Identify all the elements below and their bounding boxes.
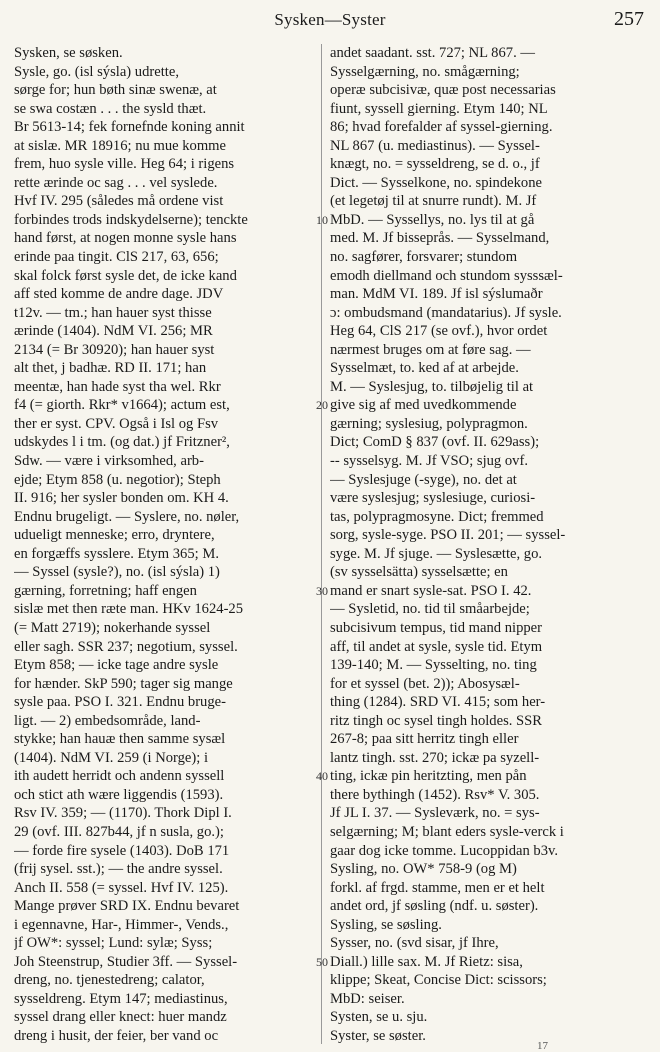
text-line: at sislæ. MR 18916; nu mue komme [14, 137, 227, 154]
text-line: være syslesjug; syslesiuge, curiosi- [330, 490, 536, 507]
text-line: erinde paa tingit. ClS 217, 63, 656; [14, 249, 219, 266]
text-line: skal folck først sysle det, de icke kand [14, 267, 237, 284]
line-number: 20 [316, 398, 328, 413]
text-line: nærmest bruges om at føre sag. — [330, 341, 531, 358]
text-line: (frij sysel. sst.); — the andre syssel. [14, 861, 223, 878]
text-line: ligt. — 2) embedsområde, land- [14, 712, 201, 729]
text-line: 267-8; paa sitt herritz tingh eller [330, 731, 519, 748]
text-line: gærning; syslesiug, polypragmon. [330, 415, 528, 432]
text-line: sorg, sysle-syge. PSO II. 201; — syssel- [330, 527, 566, 544]
text-line: Dict; ComD § 837 (ovf. II. 629ass); [330, 434, 540, 451]
text-line: Sysken, se søsken. [14, 45, 123, 61]
text-line: Sysselgærning, no. smågærning; [330, 63, 520, 80]
text-line: (1404). NdM VI. 259 (i Norge); i [14, 749, 209, 766]
text-line: Sysser, no. (svd sisar, jf Ihre, [330, 935, 499, 952]
text-line: med. M. Jf bisseprås. — Sysselmand, [330, 230, 550, 247]
text-line: ritz tingh oc sysel tingh holdes. SSR [330, 712, 543, 729]
text-line: thing (1284). SRD VI. 415; som her- [330, 694, 546, 711]
text-line: II. 916; her sysler bonden om. KH 4. [14, 490, 229, 507]
footer-signature: 17 [537, 1040, 548, 1052]
text-line: M. — Syslesjug, to. tilbøjelig til at [330, 378, 534, 395]
text-line: sysle paa. PSO I. 321. Endnu bruge- [14, 694, 226, 711]
text-line: forkl. af frgd. stamme, men er et helt [330, 879, 545, 896]
text-line: frem, huo sysle ville. Heg 64; i rigens [14, 156, 235, 173]
text-line: Hvf IV. 295 (således må ordene vist [14, 193, 224, 210]
text-line: f4 (= giorth. Rkr* v1664); actum est, [14, 397, 230, 414]
text-line: — Syslesjuge (-syge), no. det at [330, 471, 517, 488]
text-line: (et legetøj til at snurre rundt). M. Jf [330, 193, 537, 210]
text-line: — Sysletid, no. tid til småarbejde; [330, 601, 530, 618]
text-line: syssel drang eller knect: huer mandz [14, 1009, 227, 1026]
text-line: i egennavne, Har-, Himmer-, Vends., [14, 916, 229, 933]
text-line: selgærning; M; blant eders sysle-verck i [330, 823, 564, 840]
text-line: dreng i husit, der feier, ber vand oc [14, 1027, 219, 1044]
text-line: 29 (ovf. III. 827b44, jf n susla, go.); [14, 823, 224, 840]
text-line: lantz tingh. sst. 270; ickæ pa syzell- [330, 749, 540, 766]
text-line: man. MdM VI. 189. Jf isl sýslumaðr [330, 286, 543, 303]
text-line: andet ord, jf søsling (ndf. u. søster). [330, 898, 539, 915]
text-line: ting, ickæ pin heritzting, men pån [330, 768, 527, 785]
text-line: udskydes l i tm. (og dat.) jf Fritzner², [14, 434, 230, 451]
text-line: Syster, se søster. [330, 1027, 426, 1044]
text-line: Endnu brugeligt. — Syslere, no. nøler, [14, 508, 240, 525]
text-line: Anch II. 558 (= syssel. Hvf IV. 125). [14, 879, 229, 896]
line-number: 30 [316, 583, 328, 598]
text-line: NL 867 (u. mediastinus). — Syssel- [330, 137, 540, 154]
line-number: 40 [316, 769, 328, 784]
text-line: gaar dog icke tomme. Lucoppidan b3v. [330, 842, 559, 859]
text-line: en forgæffs sysslere. Etym 365; M. [14, 545, 219, 562]
text-line: for et syssel (bet. 2)); Abosysæl- [330, 675, 520, 692]
page-header [0, 6, 660, 32]
text-line: Sysle, go. (isl sýsla) udrette, [14, 63, 179, 80]
text-line: meentæ, han hade syst tha wel. Rkr [14, 378, 221, 395]
text-line: 2134 (= Br 30920); han hauer syst [14, 341, 215, 358]
text-line: Diall.) lille sax. M. Jf Rietz: sisa, [330, 953, 523, 970]
text-line: hand først, at nogen monne sysle hans [14, 230, 237, 247]
text-line: aff, til andet at sysle, syslе tid. Etym [330, 638, 543, 655]
text-line: sørge for; hun bøth sinæ swenæ, at [14, 82, 217, 99]
text-line: emodh diellmand och stundom sysssæl- [330, 267, 563, 284]
text-line: ɔ: ombudsmand (mandatarius). Jf sysle. [330, 304, 562, 321]
text-line: ærinde (1404). NdM VI. 256; MR [14, 323, 213, 340]
text-line: klippe; Skeat, Concise Dict: scissors; [330, 972, 547, 989]
text-line: Systen, se u. sju. [330, 1009, 428, 1026]
text-line: Etym 858; — icke tage andre sysle [14, 657, 219, 674]
text-line: — Syssel (sysle?), no. (isl sýsla) 1) [14, 564, 220, 581]
text-line: eller sagh. SSR 237; negotium, syssel. [14, 638, 238, 655]
text-line: give sig af med uvedkommende [330, 397, 517, 414]
text-line: jf OW*: syssel; Lund: sylæ; Syss; [14, 935, 213, 952]
text-line: Sdw. — være i virksomhed, arb- [14, 453, 204, 470]
text-line: (= Matt 2719); nokerhande syssel [14, 619, 211, 636]
text-line: Sysling, no. OW* 758-9 (og M) [330, 861, 517, 878]
left-column [14, 44, 314, 1046]
text-line: operæ subcisivæ, quæ post necessarias [330, 82, 556, 99]
text-line: fiunt, syssell gierning. Etym 140; NL [330, 100, 548, 117]
text-line: for hænder. SkP 590; tager sig mange [14, 675, 233, 692]
text-line: ejde; Etym 858 (u. negotior); Steph [14, 471, 221, 488]
text-line: Sysselmæt, to. ked af at arbejde. [330, 360, 519, 377]
text-line: no. sagfører, forsvarer; stundom [330, 249, 518, 266]
text-line: (sv sysselsätta) sysselsætte; en [330, 564, 508, 581]
text-line: MbD: seiser. [330, 990, 405, 1007]
text-line: 139-140; M. — Sysselting, no. ting [330, 657, 537, 674]
text-line: alt thet, j badhæ. RD II. 171; han [14, 360, 207, 377]
text-line: gærning, forretning; haff engen [14, 582, 197, 599]
text-line: Rsv IV. 359; — (1170). Thork Dipl I. [14, 805, 232, 822]
text-line: — forde fire sysele (1403). DoB 171 [14, 842, 230, 859]
running-title: Sysken—Syster [274, 10, 386, 29]
text-line: Br 5613-14; fek fornefnde koning annit [14, 119, 245, 136]
text-line: ther er syst. CPV. Også i Isl og Fsv [14, 415, 219, 432]
text-line: subcisivum tempus, tid mand nipper [330, 619, 542, 636]
text-line: udueligt menneske; erro, dryntere, [14, 527, 215, 544]
text-line: andet saadant. sst. 727; NL 867. — [330, 45, 535, 61]
text-line: och stict ath wære liggendis (1593). [14, 786, 224, 803]
text-line: Heg 64, ClS 217 (se ovf.), hvor ordet [330, 323, 548, 340]
text-line: Jf JL I. 37. — Syslеværk, no. = sys- [330, 805, 540, 822]
text-line: sysseldreng. Etym 147; mediastinus, [14, 990, 228, 1007]
text-line: mand er snart sysle-sat. PSO I. 42. [330, 582, 532, 599]
line-number: 10 [316, 212, 328, 227]
text-line: Dict. — Sysselkone, no. spindekone [330, 174, 542, 191]
text-line: tas, polypragmosyne. Dict; fremmed [330, 508, 544, 525]
text-line: MbD. — Syssellys, no. lys til at gå [330, 211, 535, 228]
text-line: se swa costæn . . . the sysld thæt. [14, 100, 207, 117]
text-line: there bythingh (1452). Rsv* V. 305. [330, 786, 540, 803]
line-number: 50 [316, 954, 328, 969]
text-line: aff sted komme de andre dage. JDV [14, 286, 224, 303]
text-line: knægt, no. = sysseldreng, se d. o., jf [330, 156, 540, 173]
text-line: -- sysselsyg. M. Jf VSO; sjug ovf. [330, 453, 528, 470]
page-number: 257 [614, 8, 644, 30]
text-line: Joh Steenstrup, Studier 3ff. — Syssel- [14, 953, 238, 970]
text-line: dreng, no. tjenestedreng; calator, [14, 972, 205, 989]
text-line: Mange prøver SRD IX. Endnu bevaret [14, 898, 240, 915]
text-line: t12v. — tm.; han hauer syst thisse [14, 304, 212, 321]
text-line: 86; hvad forefalder af syssel-gierning. [330, 119, 553, 136]
right-column [330, 44, 646, 1046]
text-line: sislæ met then ræte man. HKv 1624-25 [14, 601, 244, 618]
text-line: syge. M. Jf sjuge. — Syslesætte, go. [330, 545, 543, 562]
text-line: ith audett herridt och andenn syssell [14, 768, 225, 785]
text-line: Sysling, se søsling. [330, 916, 442, 933]
text-line: rette ærinde oc sag . . . vel syslede. [14, 174, 218, 191]
column-divider [321, 44, 322, 1044]
text-line: forbindes trods indskydelserne); tenckte [14, 211, 248, 228]
text-line: stykke; han hauæ then samme sysæl [14, 731, 226, 748]
